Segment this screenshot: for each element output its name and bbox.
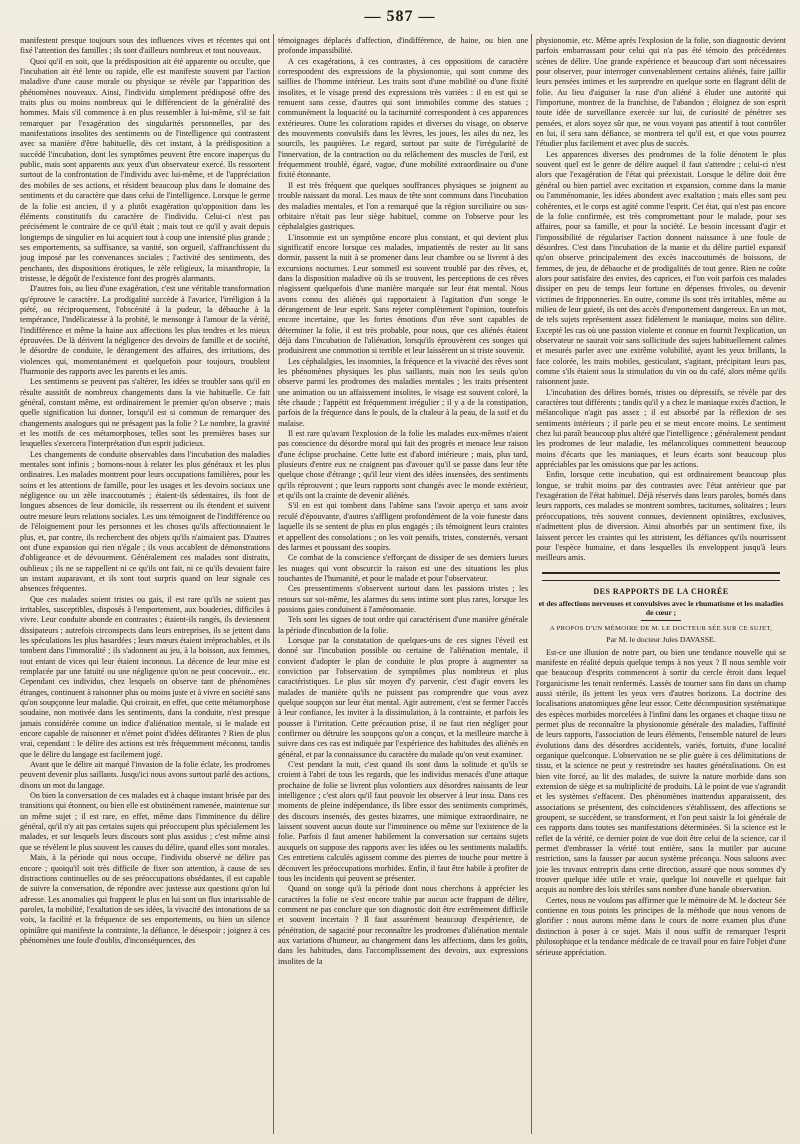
divider [641, 620, 681, 621]
paragraph: Que ces malades soient tristes ou gais, il est rare qu'ils ne soient pas irritables, susceptibles, disposés à l'emportement, aux bouderies, difficiles à vivre. Leur conduite abonde en contrastes ; étaient-ils rangés, ils deviennent dissipateurs ; autrefois circonspects dans leurs entreprises, ils se jettent dans les spéculations les plus hasardées ; leurs mœurs étaient irréprochables, et ils tombent dans l'immoralité ; ils s'adonnent au jeu, à la boisson, aux femmes, tout entant de vices qui leur étaient inconnus. La décence de leur mise est remplacée par une fatuité ou une négligence qu'on ne peut concevoir... etc. Cependant ces individus, chez lesquels on observe tant de phénomènes étranges, continuent à raisonner plus ou moins juste et à vivre en société sans qu'on soupçonne leur maladie. Qui croirait, en effet, que cette métamorphose soudaine, non motivée dans les sentiments, dans la conduite, n'est presque jamais considérée comme un indice d'aliénation mentale, si le malade est encore capable de raisonner et n'émet point d'idées délirantes ? Rien de plus vrai, cependant : le délire des actions est très fréquemment méconnu, tandis que le délire du langage est facilement jugé. [20, 594, 270, 759]
article-subtitle: et des affections nerveuses et convulsives avec le rhumatisme et les maladies de cœur ; [538, 598, 784, 617]
paragraph: Certes, nous ne voulons pas affirmer que le mémoire de M. le docteur Sée contienne en tous points les principes de la méthode que nous venons de glorifier : nous aurons même dans le cours de notre examen plus d'une distinction à poser à ce sujet. Mais il nous suffit de remarquer l'esprit philosophique et la tendance médicale de ce travail pour en faire l'objet d'une sérieuse appréciation. [536, 895, 786, 957]
paragraph: C'est pendant la nuit, c'est quand ils sont dans la solitude et qu'ils se croient à l'abri de tous les regards, que les individus menacés d'une attaque prochaine de folie se livrent plus volontiers aux désordres naissants de leur intelligence ; c'est alors qu'il faut pouvoir les observer à leur insu. Dans ces moments de pleine indépendance, ils libre essor des sentiments comprimés, des discours insensés, des gestes bizarres, une mimique extraordinaire, ne laissent souvent aucun doute sur l'imminence ou même sur l'existence de la folie. Parfois il faut amener habilement la conversation sur certains sujets auxquels on suppose des rapports avec les idées ou les sentiments maladifs. Ces entretiens calculés agissent comme des pierres de touche pour mettre à découvert les préoccupations morbides. Enfin, il faut être habile à profiter de tous les incidents qui peuvent se présenter. [278, 760, 528, 883]
paragraph: Quoi qu'il en soit, que la prédisposition ait été apparente ou occulte, que l'incubation ait été lente ou rapide, elle est manifeste souvent par l'action maladive d'une cause morale ou physique se révèle par l'apparition des phénomènes nouveaux. Ainsi, l'individu simplement prédisposé offre des traits plus ou moins nombreux qui le différencient de la généralité des hommes. Mais s'il commence à en plus ressembler à lui-même, s'il se fait remarquer par l'exagération des singularités personnelles, par des manifestations insolites des sentiments ou de l'intelligence qui contrastent avec sa manière d'être habituelle, dès cet instant, à la prédisposition a succédé l'incubation, dont les symptômes peuvent être encore inaperçus du public, mais sont apparents aux yeux d'un observateur exercé. Ils ressortent surtout de la confrontation de l'individu avec lui-même, et de l'appréciation des mobiles de ses actions, et résident beaucoup plus dans le domaine des sentiments et du caractère que dans celui de l'intelligence. Lorsque le germe de la folie est ancien, il y a plutôt exagération qu'opposition dans les éléments constitutifs du caractère de l'individu. Celui-ci n'est pas précisément le contraire de ce qu'il était ; mais tout ce qu'il y avait depuis longtemps de singulier en lui acquiert tout à coup une intensité plus grande ; ses emportements, sa suffisance, sa vanité, son orgueil, s'affranchissent du joug imposé par les convenances sociales ; l'activité des sentiments, des penchants, des dispositions érotiques, le zèle religieux, la misanthropie, la tristesse, le dégoût de l'existence font des progrès alarmants. [20, 56, 270, 283]
paragraph: Ce combat de la conscience s'efforçant de dissiper de ses derniers lueurs les nuages qui vont obscurcir la raison est une des situations les plus touchantes de l'humanité, et pour le malade et pour l'observateur. [278, 553, 528, 583]
paragraph: D'autres fois, au lieu d'une exagération, c'est une véritable transformation qu'éprouve le caractère. La prodigalité succède à l'avarice, l'irréligion à la piété, ou réciproquement, l'obscénité à la pudeur, la débauche à la tempérance, l'indélicatesse à la probité, le mensonge à l'amour de la vérité, l'indifférence et même la haine aux affections les plus tendres et les mieux éprouvées. De là dérivent la négligence des devoirs de famille et de société, le désordre de conduite, le dérangement des affaires, des irritations, des violences qui, momentanément et quelquefois pour toujours, troublent l'harmonie des rapports avec les parents et les amis. [20, 284, 270, 376]
page-header [0, 4, 800, 34]
paragraph: Tels sont les signes de tout ordre qui caractérisent d'une manière générale la période d'incubation de la folie. [278, 615, 528, 635]
page-number-value: 587 [386, 8, 414, 25]
paragraph: Il est rare qu'avant l'explosion de la folie les malades eux-mêmes n'aient pas conscience du désordre moral qui fait des progrès et menace leur raison d'une éclipse prochaine. Cette lutte est d'abord intérieure ; mais, plus tard, plusieurs d'entre eux ne craignent pas d'avouer qu'il se passe dans leur tête quelque chose d'étrange ; qu'il leur vient des idées insensées, des sentiments qu'ils réprouvent ; que leurs rapports sont changés avec le monde extérieur, et qu'ils ont la crainte de devenir aliénés. [278, 429, 528, 501]
paragraph: L'insomnie est un symptôme encore plus constant, et qui devient plus significatif encore lorsque ces malades, impatientés de rester au lit sans dormir, passent la nuit à se promener dans leur chambre ou se livrent à des excursions nocturnes. Leur sommeil est souvent troublé par des rêves, et, dans la disposition maladive où ils se trouvent, les perceptions de ces rêves réagissent quelquefois d'une manière marquée sur leur état mental. Nous avons connu des aliénés qui rapportaient à l'agitation d'un songe le dérangement de leur esprit. Sans rejeter complètement l'opinion, toutefois encore incertaine, que les fortes émotions d'un rêve sont capables de déterminer la folie, il est très probable, pour nous, que ces aliénés étaient déjà dans l'incubation de l'aliénation, lorsqu'ils éprouvèrent ces songes qui produisirent une commotion si terrible et leur laissèrent un si triste souvenir. [278, 232, 528, 356]
paragraph: témoignages déplacés d'affection, d'indifférence, de haine, ou bien une profonde impassibilité. [278, 36, 528, 56]
paragraph: S'il en est qui tombent dans l'abîme sans l'avoir aperçu et sans avoir reculé d'épouvante, d'autres s'affligent profondément de la voie funeste dans laquelle ils se sentent de plus en plus engagés ; ils témoignent leurs craintes et appellent des consolations ; on les voit pensifs, tristes, consternés, versant des larmes et poussant des soupirs. [278, 501, 528, 552]
paragraph: Les céphalalgies, les insomnies, la fréquence et la vivacité des rêves sont les phénomènes physiques les plus saillants, mais non les seuls qu'on observe parmi les prodromes des maladies mentales ; les traits présentent une animation ou un affaissement insolites, le visage est souvent coloré, la tête chaude ; l'appétit est fréquemment irrégulier ; il y a de la constipation, parfois de la fréquence dans le pouls, de la chaleur à la peau, de la soif et du malaise. [278, 356, 528, 428]
page-number: — 587 — [364, 8, 436, 25]
column-1 [20, 36, 270, 1132]
paragraph: Est-ce une illusion de notre part, ou bien une tendance nouvelle qui se manifeste en réalité depuis quelque temps à nos yeux ? Il nous semble voir que beaucoup d'esprits commencent à sortir du cercle étroit dans lequel l'organicisme les tenait renfermés. Lassés de tourner sans fin dans un champ aussi stérile, ils jettent les yeux vers d'autres horizons. La doctrine des localisations anatomiques gêne leur essor. Cette décomposition systématique des espèces morbides morcelées à l'infini dans les organes et chaque tissu ne permet plus de reconnaître la physionomie générale des maladies, l'affinité de leurs rapports, l'association de leurs éléments, l'ensemble naturel de leurs évolutions dans des désordres accidentels, variés, fortuits, d'une localité organique quelconque. L'observation ne se plie guère à ces délimitations de tissu, et la science ne peut y restreindre ses hautes généralisations. On est bien vite forcé, au lit des malades, de suivre la nature morbide dans son extension de siège et sa multiplicité de produits. Là le point de vue s'agrandit et les systèmes s'effacent. Des phénomènes inattendus apparaissent, des associations se présentent, des coïncidences s'établissent, des affections se groupent, se succèdent, se transforment, et l'on peut saisir la loi générale de ces rapports dans toutes ses manifestations déterminées. Si la science est le reflet de la vérité, ce dernier point de vue doit être celui de la science, car il permet d'embrasser la vérité tout entière, sans la mutiler par aucune restriction, sans la fausser par aucun système préconçu. Nous saluons avec joie les travaux entrepris dans cette direction, assuré que nous sommes d'y trouver quelque idée utile et vraie, quelque loi nouvelle et quelque fait acquis au nombre des lois stériles sans nombre d'une banale observation. [536, 647, 786, 895]
paragraph: On bien la conversation de ces malades est à chaque instant brisée par des transitions qui étonnent, ou bien elle est obstinément ramenée, maintenue sur un même sujet ; il est rare, en effet, même dans l'imminence du délire général, qu'il n'y ait pas certains sujets qui préoccupent plus spécialement les malades, et sur lesquels leurs discours sont plus assidus ; c'est même ainsi que se révèlent le plus souvent les causes du délire, quand elles sont morales. [20, 791, 270, 852]
article-separator [542, 572, 780, 581]
column-rule [273, 34, 274, 1134]
paragraph: physionomie, etc. Même après l'explosion de la folie, son diagnostic devient parfois embarrassant pour celui qui n'a pas été témoin des précédentes scènes de délire. Une grande expérience et beaucoup d'art sont nécessaires pour observer, pour interroger convenablement certains aliénés, faire jaillir leurs pensées intimes et les surprendre en quelque sorte en flagrant délit de folie. Au lieu d'aiguiser la ruse d'un aliéné à éluder une autorité qui l'importune, montrez de la franchise, de l'abandon ; éloignez de son esprit toute idée de surveillance exercée sur lui, de curiosité de pénétrer ses pensées, et alors soyez sûr que, ne vous voyant pas attentif à tout contrôler en lui, il sera sans défiance, se montrera tel qu'il est, et que vous pourrez l'étudier plus facilement et avec plus de succès. [536, 36, 786, 149]
article-note: A PROPOS D'UN MÉMOIRE DE M. LE DOCTEUR SÉE SUR CE SUJET, [549, 624, 773, 632]
column-rule [531, 34, 532, 1134]
paragraph: Ces pressentiments s'observent surtout dans les passions tristes ; les retours sur soi-même, les alarmes du sens intime sont plus rares, lorsque les passions gaies conduisent à l'aménomanie. [278, 584, 528, 614]
paragraph: Enfin, lorsque cette incubation, qui est ordinairement beaucoup plus longue, se trahit moins par des contrastes avec l'état antérieur que par l'exagération de l'état habituel. Déjà réservés dans leurs paroles, bornés dans leurs rapports, ces malades se montrent sombres, taciturnes, solitaires ; leurs préoccupations, très souvent connues, deviennent opiniâtres, exclusives, n'admettent plus de diversion. Ainsi absorbés par un sentiment fixe, ils laissent percer les craintes qui les attristent, les défiances qu'ils nourrissent pour l'espèce humaine, et dans lesquelles ils enveloppent jusqu'à leurs meilleurs amis. [536, 470, 786, 563]
column-2 [278, 36, 528, 1132]
paragraph: Lorsque par la constatation de quelques-uns de ces signes l'éveil est donné sur l'incubation possible ou certaine de l'aliénation mentale, il convient d'adopter le plan de conduite le plus propre à augmenter sa conviction par l'observation de symptômes plus nombreux et plus caractéristiques. Le plus sûr moyen d'y parvenir, c'est d'agir envers les malades de manière qu'ils ne puissent pas comprendre que vous avez quelque soupçon sur leur état mental. Agir autrement, c'est se fermer l'accès à leur confiance, les inviter à la dissimulation, à la contrainte, et parfois les pousser à l'irritation. Cette précaution prise, il ne faut rien négliger pour confirmer ou détruire les soupçons qu'on a conçus, et la meilleure marche à suivre dans ces cas est indiquée par l'expérience des habitudes des aliénés en général, et par la connaissance du caractère du malade qu'on veut examiner. [278, 635, 528, 759]
paragraph: Avant que le délire ait marqué l'invasion de la folie éclate, les prodromes peuvent devenir plus saillants. Jusqu'ici nous avons surtout parlé des actions, disons un mot du langage. [20, 760, 270, 790]
article-title: DES RAPPORTS DE LA CHORÉE [593, 586, 729, 596]
paragraph: manifestent presque toujours sous des influences vives et récentes qui ont fixé l'attention des familles ; ils sont d'ailleurs nombreux et tout nouveaux. [20, 36, 270, 56]
paragraph: Les changements de conduite observables dans l'incubation des maladies mentales sont infinis ; bornons-nous à relater les plus généraux et les plus ordinaires. Les malades montrent pour leurs occupations familières, pour les soins et les attentions de famille, pour les usages et les devoirs sociaux une négligence ou un zèle inaccoutumés ; étaient-ils sédentaires, ils font de longues absences de leur domicile, ils resserrent ou ils étendent et suivent outre mesure leurs relations sociales. Les uns témoignent de l'indifférence ou de l'éloignement pour les personnes et les choses qu'ils affectionnaient le plus, et, par contre, ils recherchent des objets qu'ils n'aimaient pas. D'autres ont d'une expansion qui rien n'égale ; ils vous accablent de démonstrations d'obligeance et de dévouement. Généralement ces malades sont distraits, oublieux ; ils ne se rappellent ni ce qu'ils ont fait, ni ce qu'ils devaient faire un instant auparavant, et ils sont tout surpris quand on leur signale ces absences fréquentes. [20, 449, 270, 594]
paragraph: Les apparences diverses des prodromes de la folie dénotent le plus souvent quel est le genre de délire auquel il faut s'attendre ; celui-ci n'est alors que l'exagération de l'état qui préexistait. Lorsque le délire doit être général ou bien partiel avec excitation et expansion, comme dans la manie ou l'amménomanie, les idées abondent avec exaltation ; mais elles sont peu cohérentes, et le corps est agité comme l'esprit. Cet état, qui n'est pas encore de la folie confirmée, est très compromettant pour le malade, pour ses affaires, pour sa famille, et pour la société. Le besoin incessant d'agir et l'impossibilité de régulariser l'action donnent naissance à une foule de désordres. C'est dans l'incubation de la manie et du délire partiel expansif qu'on observe principalement des excès inaccoutumés de boissons, de femmes, de jeu, de débauche et de prodigalités de tout genre. Rien ne coûte alors pour satisfaire des envies, des caprices, et l'on voit parfois ces malades dissiper en peu de temps leur fortune en dépenses frivoles, ou devenir victimes de fripponneries. En outre, comme ils sont très irritables, même au milieu de leur gaieté, ils ont des accès d'emportement dangereux. En un mot, de tels sujets représentent assez fidèlement le maniaque, moins son délire. Excepté les cas où une passion violente et connue en fournit l'explication, un observateur ne saurait voir sans sollicitude des sujets habituellement calmes et mesurés parler avec une extrême volubilité, ayant les yeux brillants, la face colorée, les traits mobiles, gesticulant, s'agitant, précipitant leurs pas, comme s'ils étaient sous la stimulation du vin ou du café, alors même qu'ils raisonnent juste. [536, 149, 786, 387]
paragraph: A ces exagérations, à ces contrastes, à ces oppositions de caractère correspondent des expressions de la physionomie, qui sont comme des saillies de l'homme intérieur. Les traits sont d'une mobilité ou d'une fixité insolites, et le visage prend des expressions très variées : il en est qui se remuent sans cesse, d'autres qui sont immobiles comme des statues ; communément la loquacité ou la taciturnité correspondent à ces apparences extérieures. Outre les colorations rapides et diverses du visage, on observe des mouvements convulsifs dans les lèvres, les joues, les ailes du nez, les sourcils, les paupières. Le regard, surtout par suite de l'irrégularité de l'innervation, de la contraction ou du relâchement des muscles de l'œil, est fréquemment troublé, égaré, vague, d'une mobilité extraordinaire ou d'une fixité étonnante. [278, 56, 528, 180]
paragraph: Il est très fréquent que quelques souffrances physiques se joignent au trouble naissant du moral. Les maux de tête sont communs dans l'incubation des maladies mentales, et l'on a remarqué que la région surciliaire ou sus-orbitaire n'était pas leur siège habituel, comme on l'observe pour les céphalalgies gastriques. [278, 180, 528, 232]
paragraph: Les sentiments se peuvent pas s'altérer, les idées se troubler sans qu'il en résulte aussitôt de nombreux changements dans la vie habituelle. Ce fait général, constant même, est ordinairement le premier qu'on observe ; mais quelle signification lui donner, lorsqu'il est si commun de remarquer des changements analogues qui ne présagent pas la folie ? Le nombre, la gravité et les motifs de ces métamorphoses, telles sont les premières bases sur lesquelles s'exercera l'interprétation d'un esprit judicieux. [20, 377, 270, 449]
paragraph: L'incubation des délires bornés, tristes ou dépressifs, se révèle par des caractères tout différents ; tandis qu'il y a chez le maniaque excès d'action, le mélancolique n'agit pas assez ; il est absorbé par la réflexion de ses sentiments intérieurs ; il parle peu et se meut encore moins. Le sentiment chez lui paraît beaucoup plus altéré que l'intelligence ; généralement pendant les prodromes de leur maladie, les mélancoliques commettent beaucoup moins d'écarts que les maniaques, et leurs écarts sont beaucoup plus appréciables par les omissions que par les actions. [536, 387, 786, 470]
paragraph: Mais, à la période qui nous occupe, l'individu observé ne délire pas encore ; quoiqu'il soit très difficile de fixer son attention, à cause de ses distractions continuelles ou de ses préoccupations obsédantes, il est capable de suivre la conversation, de répondre avec justesse aux questions qu'on lui adresse. Les anomalies qui frappent le plus en lui sont un flux intarissable de paroles, la mobilité, l'exaltation de ses idées, la vivacité des intonations de sa voix, la facilité et la fréquence de ses emportements, ou bien un silence opiniâtre qui manifeste la contrainte, la défiance, le désespoir ; joignez à ces phénomènes une foule d'oublis, d'inconséquences, des [20, 853, 270, 945]
paragraph: Quand on songe qu'à la période dont nous cherchons à apprécier les caractères la folie ne s'est encore trahie par aucun acte frappant de délire, comment ne pas conclure que son diagnostic doit être extrêmement difficile et souvent incertain ? Il faut assurément beaucoup d'expérience, de pénétration, de sagacité pour reconnaître les prodromes d'aliénation mentale aux variations d'humeur, au changement dans les affections, dans les goûts, dans les habitudes, dans l'accomplissement des devoirs, aux expressions insolites de la [278, 884, 528, 966]
article-byline: Par M. le docteur Jules DAVASSE. [606, 634, 716, 644]
column-3 [536, 36, 786, 1132]
